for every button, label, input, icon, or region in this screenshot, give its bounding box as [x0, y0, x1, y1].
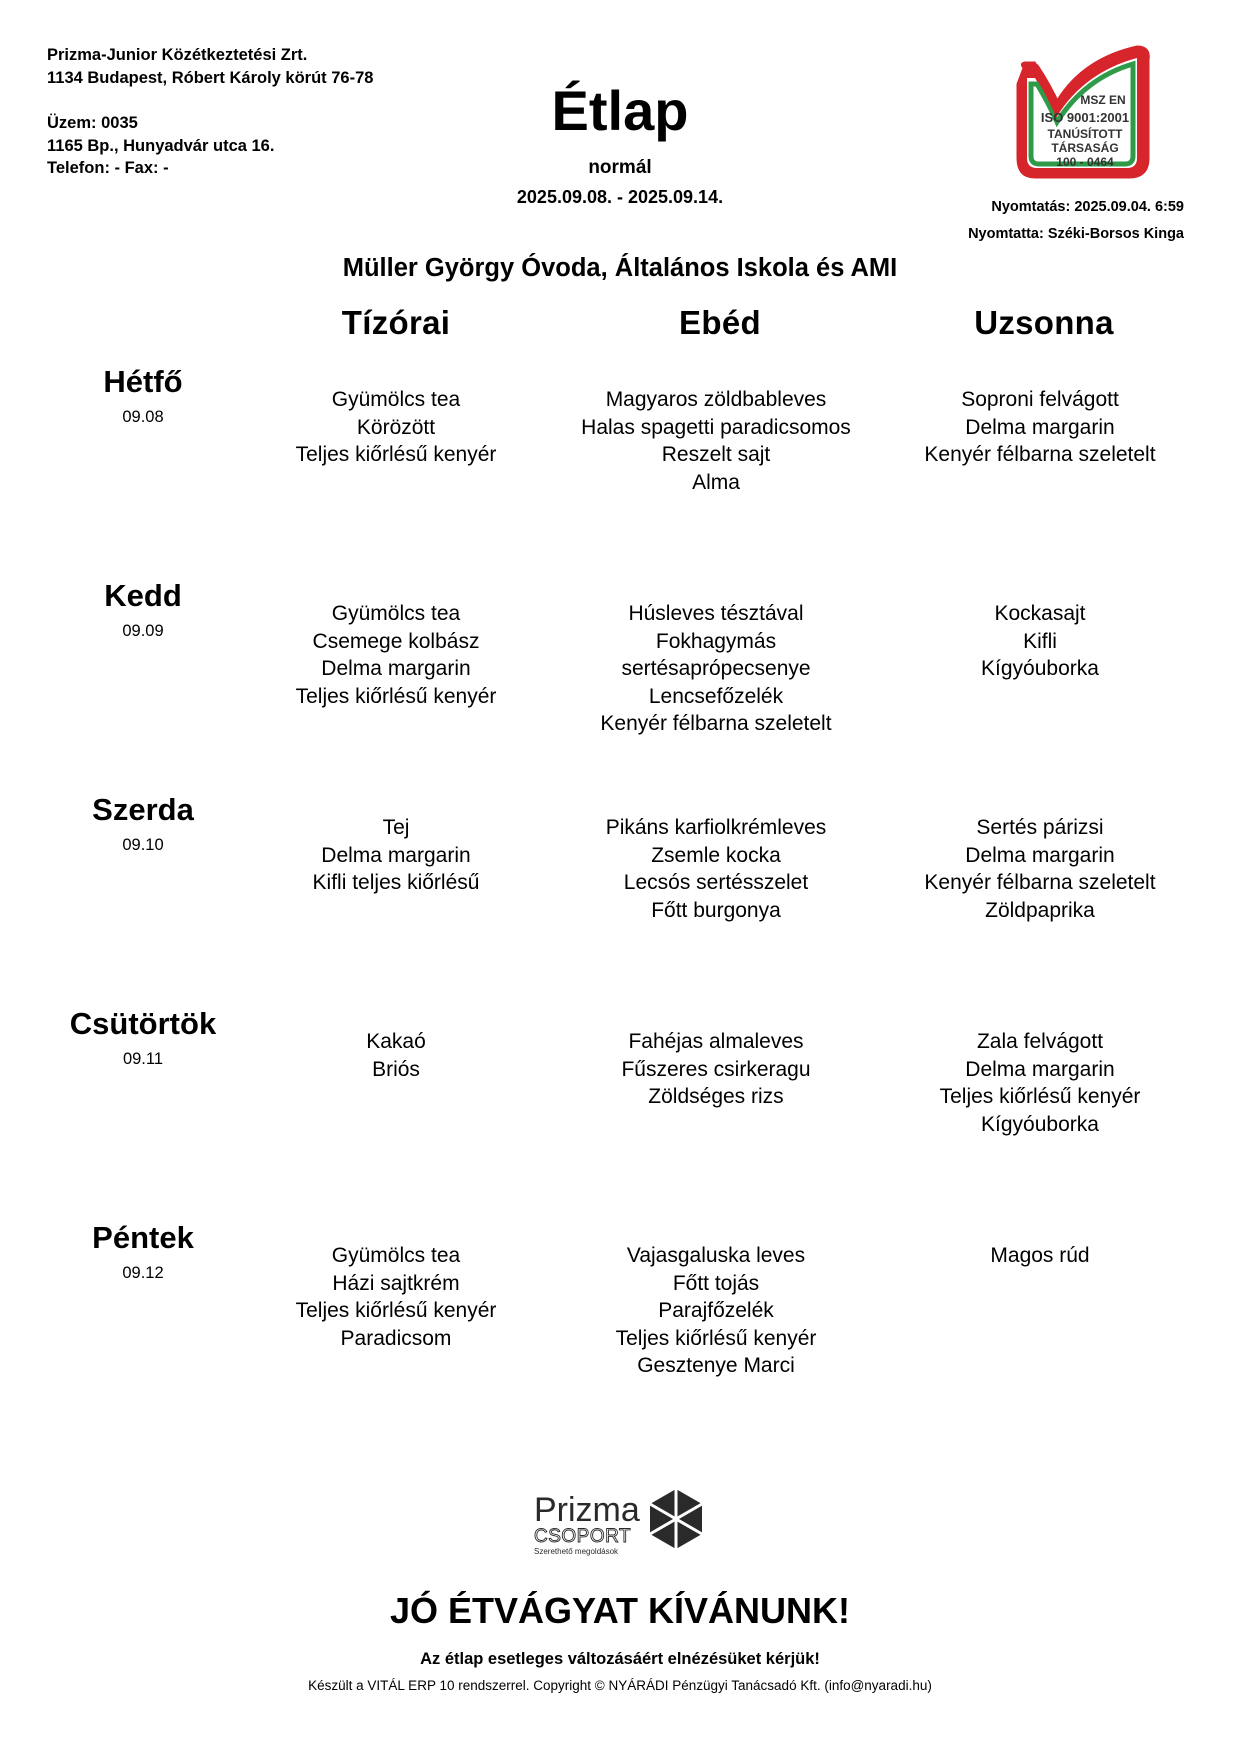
day-date: 09.10: [122, 836, 164, 854]
menu-item: Zöldpaprika: [985, 898, 1095, 922]
company-info: [47, 44, 373, 89]
company-address: 1134 Budapest, Róbert Károly körút 76-78: [47, 68, 374, 87]
menu-cell-ebed: [546, 814, 886, 924]
menu-item: Delma margarin: [965, 415, 1115, 439]
menu-item: Kenyér félbarna szeletelt: [600, 712, 832, 735]
menu-item: Kígyóuborka: [981, 657, 1099, 680]
iso-line2: ISO 9001:2001: [1040, 110, 1130, 125]
menu-item: Főtt burgonya: [651, 898, 781, 922]
iso-line3: TANÚSÍTOTT: [1047, 127, 1123, 141]
menu-cell-ebed: [546, 386, 886, 496]
menu-cell-uzsonna: [870, 1028, 1210, 1138]
menu-item: Gesztenye Marci: [637, 1354, 795, 1377]
printed-by: Nyomtatta: Széki-Borsos Kinga: [968, 226, 1184, 242]
prizma-logo: [530, 1485, 710, 1565]
menu-item: Lecsós sertésszelet: [623, 871, 809, 894]
menu-item: Gyümölcs tea: [331, 388, 461, 411]
logo-name: Prizma: [534, 1491, 640, 1529]
menu-cell-uzsonna: [870, 386, 1210, 469]
menu-item: Fahéjas almaleves: [628, 1030, 804, 1053]
menu-item: Parajfőzelék: [658, 1299, 774, 1322]
menu-item: Magos rúd: [990, 1244, 1090, 1267]
menu-item: Delma margarin: [321, 657, 471, 680]
plant-address: 1165 Bp., Hunyadvár utca 16.: [47, 136, 275, 155]
menu-item: Teljes kiőrlésű kenyér: [295, 443, 497, 466]
menu-item: Teljes kiőrlésű kenyér: [939, 1085, 1141, 1108]
menu-item: Magyaros zöldbableves: [605, 388, 827, 411]
menu-item: Kifli: [1023, 629, 1057, 653]
menu-cell-tizorai: [226, 814, 566, 897]
day-date: 09.09: [122, 622, 164, 640]
day-name: Kedd: [104, 578, 182, 613]
menu-item: Főtt tojás: [672, 1271, 760, 1295]
menu-item: Teljes kiőrlésű kenyér: [295, 684, 497, 708]
menu-item: Tej: [382, 816, 410, 839]
day-name: Szerda: [92, 792, 194, 827]
day-name: Csütörtök: [69, 1006, 217, 1041]
company-name: Prizma-Junior Közétkeztetési Zrt.: [47, 46, 308, 64]
iso-line4: TÁRSASÁG: [1051, 141, 1119, 155]
menu-item: Húsleves tésztával: [628, 602, 804, 625]
menu-cell-tizorai: [226, 1028, 566, 1083]
logo-group: CSOPORT: [534, 1526, 632, 1547]
menu-item: sertésaprópecsenye: [621, 657, 811, 680]
iso-line1: MSZ EN: [1080, 93, 1126, 107]
menu-item: Teljes kiőrlésű kenyér: [295, 1299, 497, 1322]
day-name: Hétfő: [103, 364, 183, 399]
menu-cell-uzsonna: [870, 814, 1210, 924]
menu-item: Lencsefőzelék: [648, 684, 784, 708]
menu-item: Zsemle kocka: [651, 843, 781, 867]
menu-item: Halas spagetti paradicsomos: [581, 415, 851, 439]
column-header-uzsonna: Uzsonna: [974, 304, 1114, 341]
school-name: Müller György Óvoda, Általános Iskola és AMI: [342, 254, 898, 282]
iso-line5: 100 - 0464: [1056, 155, 1114, 169]
closing-wish: JÓ ÉTVÁGYAT KÍVÁNUNK!: [389, 1590, 851, 1631]
page-title: Étlap: [551, 79, 689, 142]
software-credit: Készült a VITÁL ERP 10 rendszerrel. Copyright © NYÁRÁDI Pénzügyi Tanácsadó Kft. (info@nyaradi.hu): [308, 1678, 932, 1693]
column-header-tizorai: Tízórai: [341, 304, 451, 341]
menu-item: Pikáns karfiolkrémleves: [605, 816, 827, 839]
menu-cell-uzsonna: [870, 1242, 1210, 1270]
menu-item: Kockasajt: [994, 602, 1086, 625]
menu-item: Fűszeres csirkeragu: [621, 1057, 811, 1081]
menu-item: Delma margarin: [965, 843, 1115, 867]
menu-item: Kifli teljes kiőrlésű: [312, 871, 480, 894]
menu-item: Zala felvágott: [976, 1030, 1104, 1053]
menu-item: Kakaó: [366, 1030, 426, 1053]
apology-note: Az étlap esetleges változásáért elnézésüket kérjük!: [420, 1650, 820, 1668]
menu-item: Gyümölcs tea: [331, 1244, 461, 1267]
menu-cell-ebed: [546, 600, 886, 738]
date-range: 2025.09.08. - 2025.09.14.: [516, 187, 724, 207]
menu-item: Házi sajtkrém: [332, 1271, 460, 1295]
printed-date: Nyomtatás: 2025.09.04. 6:59: [991, 199, 1184, 215]
menu-cell-uzsonna: [870, 600, 1210, 683]
iso-certification-stamp: [1005, 38, 1155, 188]
menu-item: Paradicsom: [340, 1326, 452, 1350]
day-name: Péntek: [92, 1220, 194, 1255]
menu-item: Körözött: [356, 415, 436, 439]
menu-cell-tizorai: [226, 600, 566, 710]
menu-item: Alma: [692, 470, 740, 494]
menu-item: Delma margarin: [965, 1057, 1115, 1081]
menu-cell-ebed: [546, 1028, 886, 1111]
menu-cell-tizorai: [226, 386, 566, 469]
menu-item: Kígyóuborka: [981, 1112, 1099, 1136]
menu-item: Teljes kiőrlésű kenyér: [615, 1326, 817, 1350]
menu-item: Csemege kolbász: [312, 629, 480, 653]
menu-item: Delma margarin: [321, 843, 471, 867]
print-info: [968, 194, 1184, 248]
plant-id: Üzem: 0035: [47, 114, 138, 132]
menu-cell-tizorai: [226, 1242, 566, 1352]
menu-item: Kenyér félbarna szeletelt: [924, 871, 1156, 894]
menu-item: Vajasgaluska leves: [626, 1244, 806, 1267]
menu-item: Gyümölcs tea: [331, 602, 461, 625]
logo-hexagon-icon: [650, 1489, 702, 1549]
day-date: 09.08: [122, 408, 164, 426]
phone-fax: Telefon: - Fax: -: [47, 159, 169, 177]
plant-info: [47, 112, 274, 180]
menu-cell-ebed: [546, 1242, 886, 1380]
logo-tagline: Szerethető megoldások: [534, 1547, 619, 1556]
menu-item: Soproni felvágott: [961, 388, 1119, 411]
menu-type: normál: [588, 157, 652, 178]
day-date: 09.11: [122, 1050, 164, 1068]
menu-item: Zöldséges rizs: [648, 1085, 784, 1108]
day-date: 09.12: [122, 1264, 164, 1282]
menu-item: Reszelt sajt: [661, 443, 771, 466]
menu-item: Kenyér félbarna szeletelt: [924, 443, 1156, 466]
menu-item: Fokhagymás: [655, 629, 777, 653]
menu-item: Sertés párizsi: [976, 816, 1104, 839]
menu-item: Briós: [372, 1057, 420, 1081]
column-header-ebed: Ebéd: [679, 304, 761, 341]
